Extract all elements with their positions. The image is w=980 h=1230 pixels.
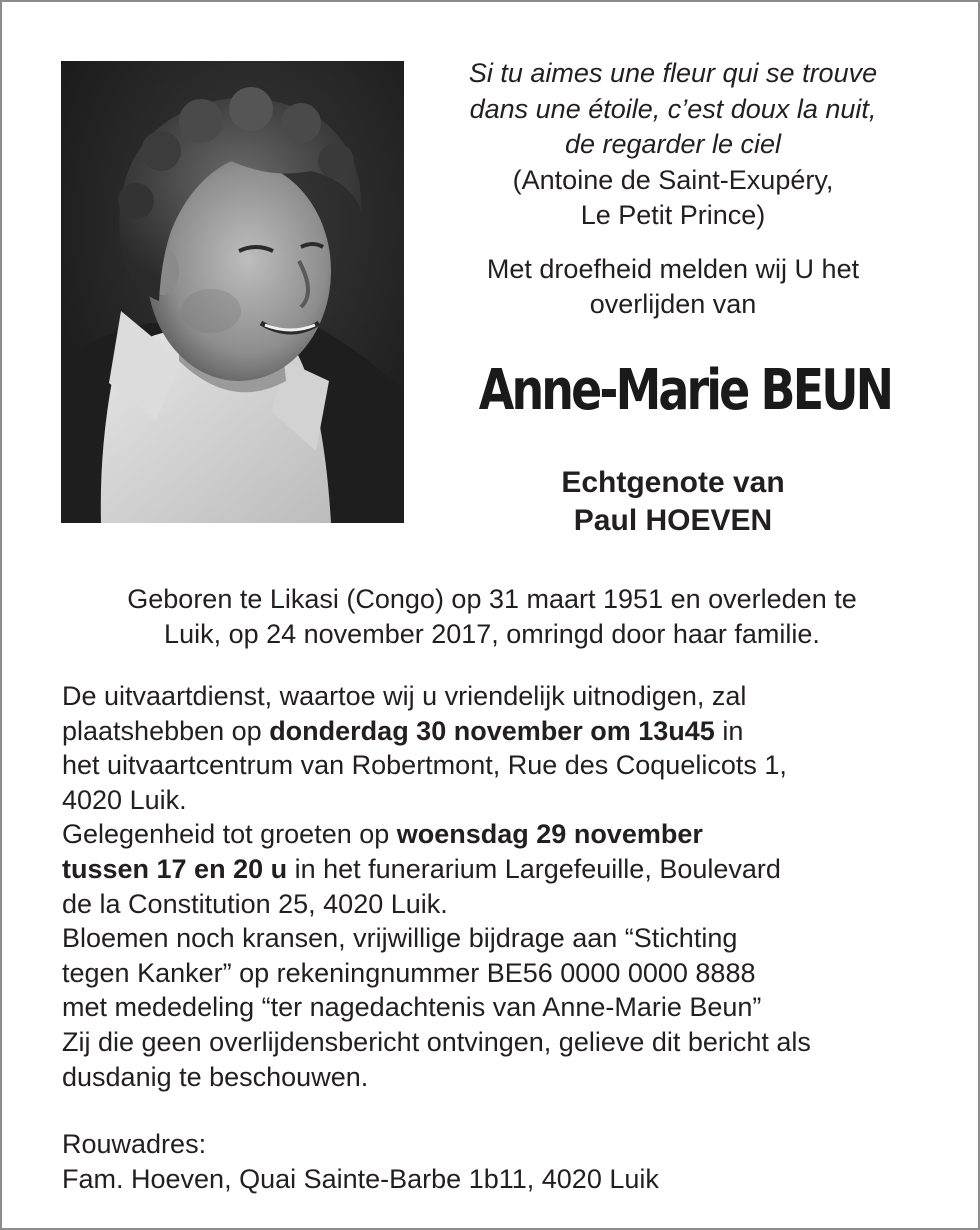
portrait-photo	[61, 61, 404, 523]
birth-death-line: Luik, op 24 november 2017, omringd door haar familie.	[164, 619, 820, 649]
funeral-text: in	[714, 715, 744, 746]
funeral-paragraph	[62, 679, 942, 817]
visitation-time: tussen 17 en 20 u	[62, 853, 288, 884]
address-label: Rouwadres:	[62, 1129, 207, 1159]
funeral-line	[62, 714, 942, 749]
announcement-line: Met droefheid melden wij U het	[486, 253, 860, 284]
quote-line: de regarder le ciel	[564, 129, 782, 159]
visitation-paragraph	[62, 817, 942, 921]
quote-and-announcement	[426, 56, 920, 323]
funeral-line: 4020 Luik.	[62, 784, 187, 815]
visitation-text: in het funerarium Largefeuille, Boulevard	[287, 853, 781, 884]
birth-death-line: Geboren te Likasi (Congo) op 31 maart 1951 en overleden te	[127, 584, 857, 614]
spouse-relation: Echtgenote van	[561, 466, 785, 499]
visitation-text: Gelegenheid tot groeten op	[62, 819, 397, 850]
announcement-line: overlijden van	[589, 289, 757, 319]
visitation-line	[62, 852, 942, 887]
flowers-line: tegen Kanker” op rekeningnummer BE56 0000 0000 8888	[62, 957, 756, 988]
deceased-name: Anne-Marie BEUN	[478, 358, 892, 423]
quote-line: Si tu aimes une fleur qui se trouve	[468, 58, 878, 88]
address-value: Fam. Hoeven, Quai Sainte-Barbe 1b11, 4020 Luik	[62, 1164, 659, 1194]
quote	[426, 56, 920, 234]
ceremony-details	[62, 679, 942, 1094]
funeral-line: De uitvaartdienst, waartoe wij u vriendelijk uitnodigen, zal	[62, 681, 747, 711]
funeral-text: plaatshebben op	[62, 715, 270, 746]
notice-line: dusdanig te beschouwen.	[62, 1061, 369, 1092]
flowers-line: Bloemen noch kransen, vrijwillige bijdrage aan “Stichting	[62, 923, 738, 954]
visitation-line: de la Constitution 25, 4020 Luik.	[62, 888, 448, 919]
birth-death-info	[42, 582, 942, 652]
visitation-date: woensdag 29 november	[396, 819, 703, 850]
portrait-illustration	[61, 61, 404, 523]
quote-source: (Antoine de Saint-Exupéry,	[512, 164, 834, 195]
flowers-paragraph	[62, 921, 942, 1025]
quote-line: dans une étoile, c’est doux la nuit,	[469, 93, 877, 124]
spouse-block	[426, 464, 920, 540]
funeral-line: het uitvaartcentrum van Robertmont, Rue des Coquelicots 1,	[62, 750, 787, 781]
visitation-line	[62, 817, 942, 852]
mourning-address	[62, 1127, 942, 1197]
spouse-name: Paul HOEVEN	[573, 504, 773, 537]
notice-line: Zij die geen overlijdensbericht ontvingen, gelieve dit bericht als	[62, 1026, 811, 1057]
notice-paragraph	[62, 1025, 942, 1094]
funeral-date-time: donderdag 30 november om 13u45	[269, 715, 715, 746]
announcement	[426, 252, 920, 323]
flowers-line: met mededeling “ter nagedachtenis van Anne-Marie Beun”	[62, 992, 762, 1023]
quote-source: Le Petit Prince)	[580, 200, 766, 230]
